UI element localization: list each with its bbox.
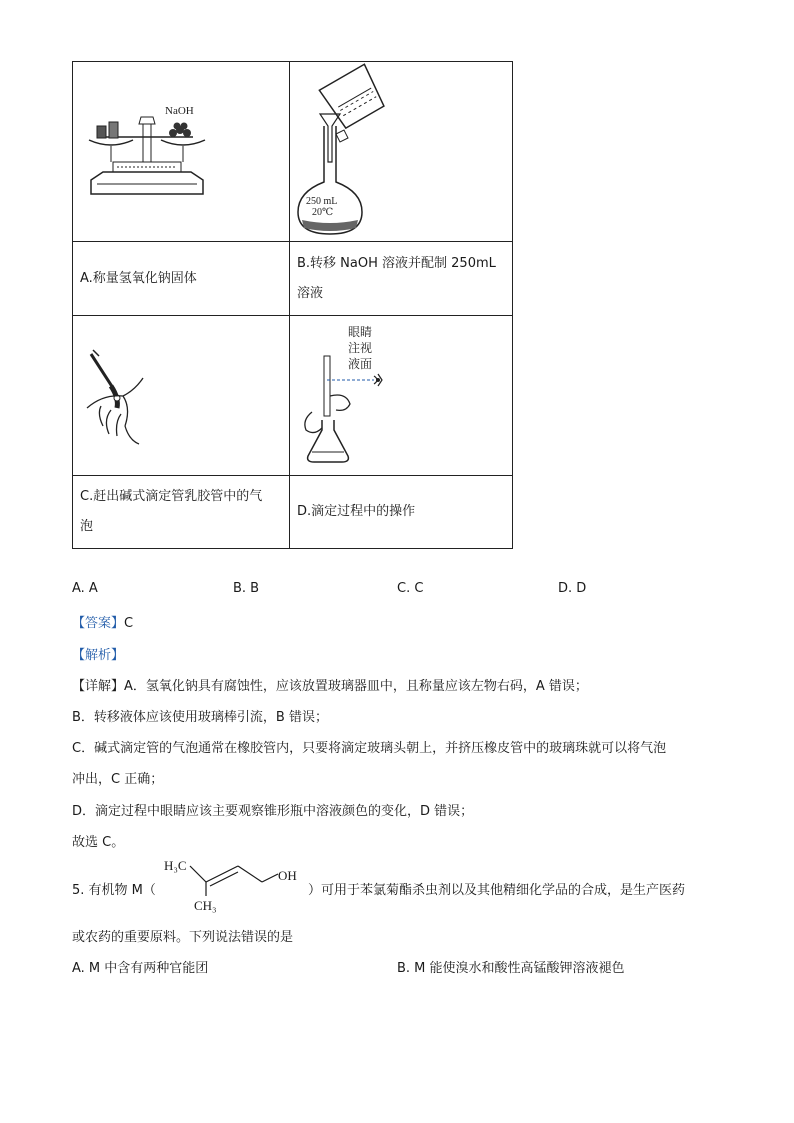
eye-label-3: 液面: [348, 357, 373, 371]
analysis-line-a: 【详解】A．氢氧化钠具有腐蚀性，应该放置玻璃器皿中，且称量应该左物右码，A 错误；: [72, 679, 588, 694]
eye-label-1: 眼睛: [348, 325, 373, 339]
naoh-label: NaOH: [165, 105, 194, 117]
caption-c-line1: C.赶出碱式滴定管乳胶管中的气: [80, 489, 263, 504]
image-a-balance: [73, 62, 290, 242]
choice-d: D. D: [558, 581, 587, 596]
choice-b: B. B: [233, 581, 260, 596]
question5-line2: 或农药的重要原料。下列说法错误的是: [72, 930, 294, 945]
flask-temp-label: 20℃: [312, 207, 334, 218]
caption-b: [290, 242, 513, 316]
question5-number: 5. 有机物 M（: [72, 883, 156, 898]
answer-line: [72, 612, 133, 631]
choice-a: A. A: [72, 581, 98, 596]
analysis-line-c2: 冲出，C 正确；: [72, 772, 164, 787]
answer-value: C: [124, 616, 134, 631]
image-c-burette-bubble: [73, 316, 290, 476]
question5-text: ）可用于苯氯菊酯杀虫剂以及其他精细化学品的合成，是生产医药: [308, 883, 686, 898]
analysis-tag: 【解析】: [72, 648, 125, 663]
image-d-titration: [290, 316, 513, 476]
caption-c: [73, 476, 290, 549]
caption-b-line2: 溶液: [297, 285, 324, 301]
eye-label-2: 注视: [348, 341, 373, 355]
options-table: [72, 61, 513, 549]
question5-option-a: A. M 中含有两种官能团: [72, 961, 209, 976]
image-b-volumetric-flask: [290, 62, 513, 242]
caption-a: A.称量氢氧化钠固体: [73, 242, 290, 316]
struct-h3c: H₃C: [164, 858, 187, 873]
choice-c: C. C: [397, 581, 424, 596]
flask-volume-label: 250 mL: [306, 196, 338, 207]
structure-formula-m: [162, 852, 312, 914]
caption-c-line2: 泡: [80, 519, 94, 534]
detail-tag: 【详解】: [72, 679, 125, 694]
analysis-line-c1: C．碱式滴定管的气泡通常在橡胶管内，只要将滴定玻璃头朝上，并挤压橡皮管中的玻璃珠就可以将气泡: [72, 741, 667, 756]
analysis-line-b: B．转移液体应该使用玻璃棒引流，B 错误；: [72, 710, 328, 725]
struct-oh: OH: [278, 868, 297, 883]
caption-b-line1: B.转移 NaOH 溶液并配制 250mL: [297, 255, 496, 271]
question5-option-b: B. M 能使溴水和酸性高锰酸钾溶液褪色: [397, 961, 625, 976]
analysis-line-d: D．滴定过程中眼睛应该主要观察锥形瓶中溶液颜色的变化，D 错误；: [72, 804, 474, 819]
caption-d: D.滴定过程中的操作: [290, 476, 513, 549]
answer-tag: 【答案】: [72, 616, 125, 631]
analysis-conclusion: 故选 C。: [72, 835, 125, 850]
struct-ch3: CH₃: [194, 898, 217, 913]
